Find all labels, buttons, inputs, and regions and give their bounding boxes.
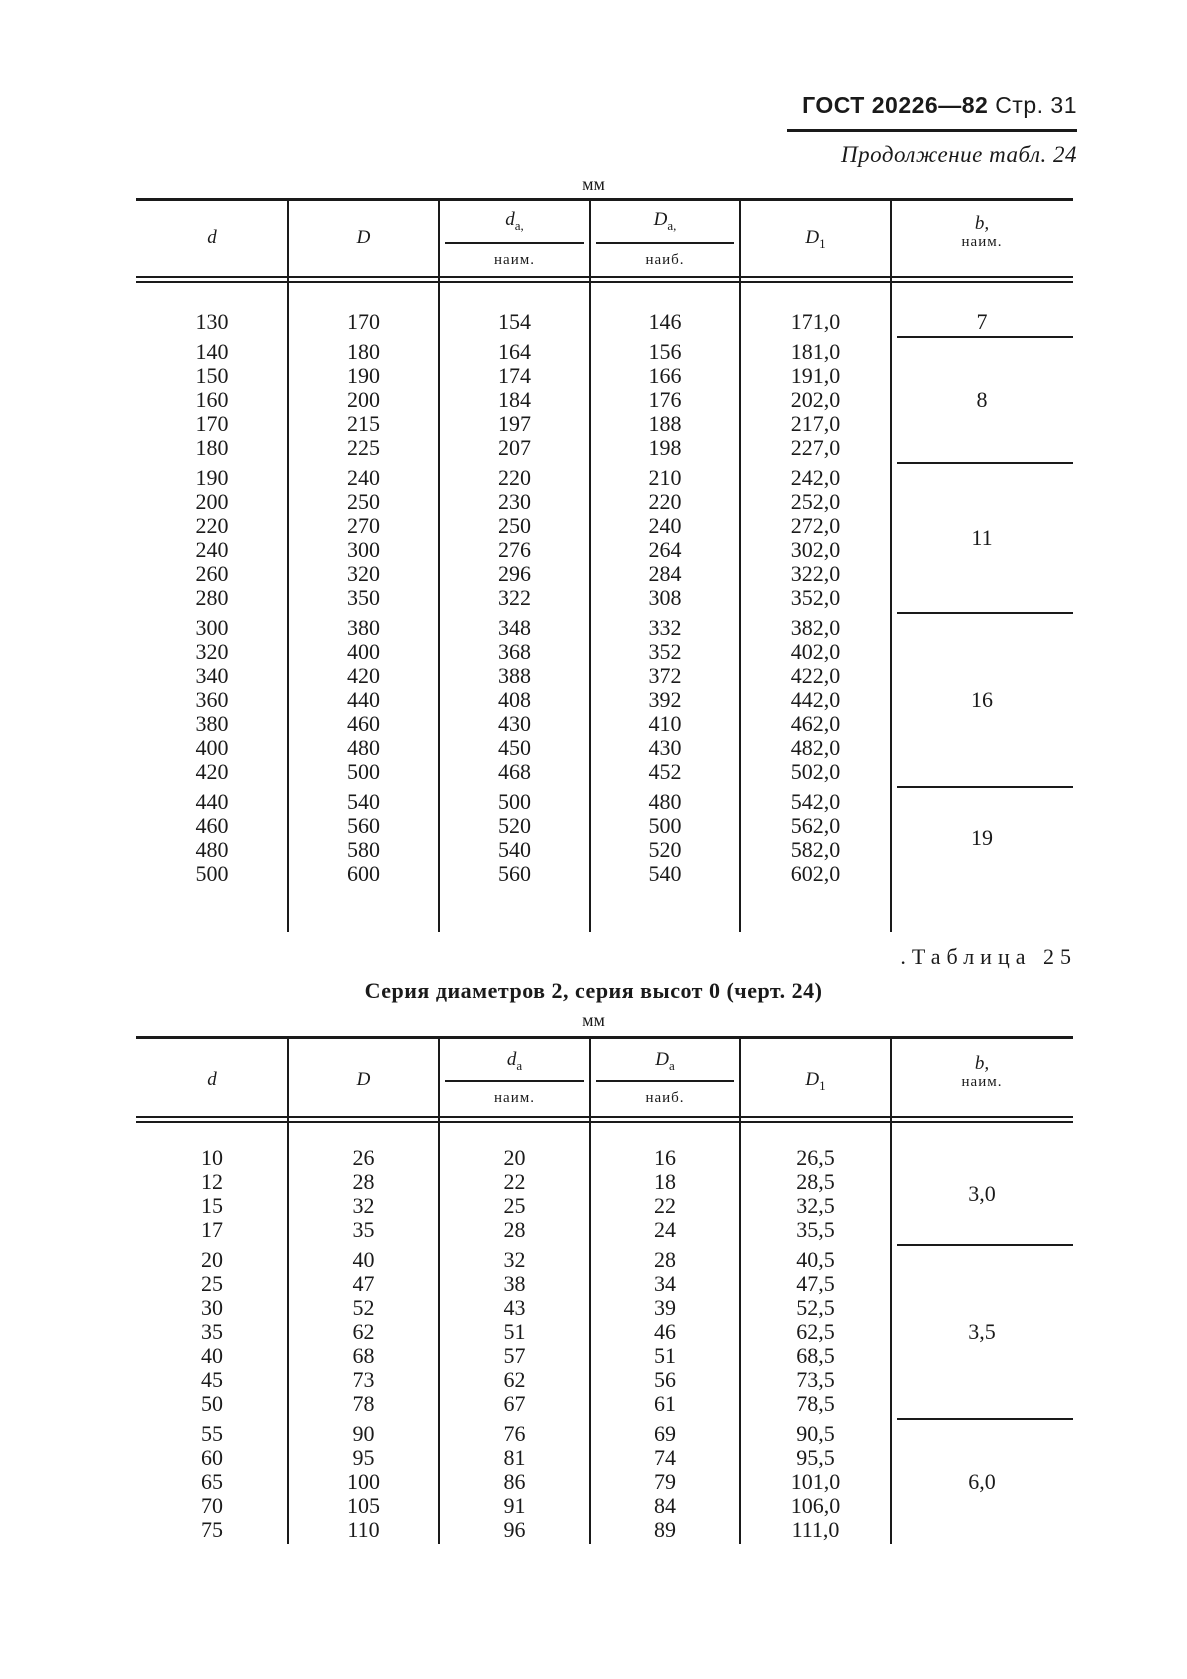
table-cell: 90,5: [796, 1421, 835, 1446]
table-cell: 430: [498, 711, 531, 736]
table-cell: 74: [654, 1445, 676, 1470]
table-cell: 460: [347, 711, 380, 736]
table-cell: 200: [195, 489, 229, 514]
table-cell: 540: [347, 789, 380, 814]
table-cell: 240: [195, 537, 229, 562]
b-value: 11: [971, 525, 993, 550]
table-cell: 322: [498, 585, 531, 610]
table-cell: 420: [347, 663, 380, 688]
table-cell: 65: [201, 1469, 223, 1494]
table24-subheader-rule: [445, 242, 584, 244]
table-cell: 227,0: [790, 435, 841, 460]
table-cell: 174: [498, 363, 531, 388]
table-cell: 382,0: [790, 615, 841, 640]
table-cell: 69: [654, 1421, 676, 1446]
table-cell: 200: [347, 387, 380, 412]
table-cell: 284: [648, 561, 682, 586]
standard-number: ГОСТ 20226—82: [802, 92, 989, 118]
header-rule: [787, 129, 1077, 132]
table-cell: 46: [654, 1319, 676, 1344]
table-cell: 430: [648, 735, 682, 760]
header-da-min: наим.: [494, 1090, 535, 1106]
table-cell: 348: [498, 615, 531, 640]
table-cell: 50: [201, 1391, 223, 1416]
header-D: D: [356, 227, 371, 248]
table-cell: 32: [503, 1247, 526, 1272]
table24-subheader-rule: [596, 242, 734, 244]
table-cell: 170: [195, 411, 229, 436]
table-cell: 40: [201, 1343, 223, 1368]
table-cell: 105: [347, 1493, 380, 1518]
table-cell: 51: [503, 1319, 526, 1344]
table-cell: 91: [503, 1493, 526, 1518]
table-cell: 156: [648, 339, 682, 364]
table25-header-rule: [136, 1116, 1073, 1123]
table-cell: 25: [201, 1271, 223, 1296]
table-cell: 24: [654, 1217, 676, 1242]
table-cell: 440: [347, 687, 380, 712]
table-cell: 276: [498, 537, 531, 562]
table-cell: 45: [201, 1367, 223, 1392]
table-cell: 95: [352, 1445, 375, 1470]
table-cell: 26,5: [796, 1145, 835, 1170]
b-group-rule: [897, 336, 1073, 338]
table-cell: 170: [347, 309, 380, 334]
table-cell: 468: [498, 759, 531, 784]
table-cell: 460: [195, 813, 229, 838]
table-cell: 240: [347, 465, 380, 490]
table-cell: 61: [654, 1391, 676, 1416]
b-value: 7: [976, 309, 988, 334]
table-cell: 18: [654, 1169, 676, 1194]
header-da-letter: d: [505, 209, 515, 230]
header-da: [439, 1050, 590, 1076]
table-cell: 62,5: [796, 1319, 835, 1344]
header-Da-subscript: a,: [667, 217, 677, 233]
table-cell: 502,0: [790, 759, 841, 784]
header-Da-max: наиб.: [645, 252, 685, 268]
table-cell: 60: [201, 1445, 223, 1470]
table-cell: 340: [195, 663, 229, 688]
table-cell: 56: [654, 1367, 676, 1392]
table-cell: 600: [347, 861, 380, 886]
table-cell: 217,0: [790, 411, 841, 436]
table-cell: 302,0: [790, 537, 841, 562]
table-cell: 380: [195, 711, 229, 736]
table-cell: 35: [352, 1217, 375, 1242]
table-cell: 560: [347, 813, 380, 838]
table-cell: 296: [498, 561, 531, 586]
table-cell: 81: [503, 1445, 526, 1470]
table-cell: 410: [648, 711, 682, 736]
table-cell: 100: [347, 1469, 380, 1494]
header-d: d: [207, 1069, 217, 1090]
table-cell: 332: [648, 615, 682, 640]
table-cell: 322,0: [790, 561, 841, 586]
table-cell: 230: [498, 489, 531, 514]
table-cell: 130: [195, 309, 229, 334]
table-cell: 210: [648, 465, 682, 490]
table-cell: 176: [648, 387, 682, 412]
table-cell: 20: [201, 1247, 223, 1272]
table-cell: 67: [503, 1391, 526, 1416]
table-cell: 51: [654, 1343, 676, 1368]
table-cell: 76: [503, 1421, 526, 1446]
b-value: 19: [971, 825, 993, 850]
table-cell: 500: [498, 789, 531, 814]
table-cell: 68,5: [796, 1343, 835, 1368]
b-group-rule: [897, 1244, 1073, 1246]
table-cell: 360: [195, 687, 229, 712]
table-cell: 202,0: [790, 387, 841, 412]
table-cell: 52: [352, 1295, 375, 1320]
header-D1-letter: D: [805, 1069, 820, 1090]
table-cell: 380: [347, 615, 380, 640]
table-cell: 28,5: [796, 1169, 835, 1194]
table-cell: 250: [347, 489, 380, 514]
b-value: 6,0: [968, 1469, 996, 1494]
table-25: [136, 1036, 1073, 1544]
table-cell: 197: [498, 411, 531, 436]
table25-unit: мм: [582, 1010, 605, 1030]
table-cell: 540: [498, 837, 531, 862]
table-cell: 62: [352, 1319, 375, 1344]
header-D1: [740, 1070, 891, 1096]
table-cell: 34: [654, 1271, 676, 1296]
table-cell: 400: [347, 639, 380, 664]
table25-subheader-rule: [596, 1080, 734, 1082]
table-cell: 47: [352, 1271, 375, 1296]
table-cell: 171,0: [790, 309, 841, 334]
table-cell: 372: [648, 663, 682, 688]
table-cell: 188: [648, 411, 682, 436]
table-cell: 320: [347, 561, 380, 586]
table-cell: 400: [195, 735, 229, 760]
table-cell: 35: [201, 1319, 223, 1344]
table-cell: 452: [648, 759, 682, 784]
table-cell: 300: [347, 537, 380, 562]
table-cell: 480: [195, 837, 229, 862]
table-cell: 422,0: [790, 663, 841, 688]
table-cell: 110: [347, 1517, 380, 1542]
table-cell: 12: [201, 1169, 223, 1194]
b-value: 8: [976, 387, 988, 412]
table-cell: 440: [195, 789, 229, 814]
table24-header-rule: [136, 276, 1073, 283]
header-b-min: наим.: [961, 1074, 1003, 1090]
table-cell: 242,0: [790, 465, 841, 490]
table-cell: 184: [498, 387, 531, 412]
table-cell: 86: [503, 1469, 526, 1494]
table-cell: 320: [195, 639, 229, 664]
table-cell: 78: [352, 1391, 375, 1416]
table-cell: 52,5: [796, 1295, 835, 1320]
table-cell: 264: [648, 537, 682, 562]
table-cell: 28: [503, 1217, 526, 1242]
header-da-letter: d: [506, 1049, 517, 1070]
table-cell: 388: [498, 663, 531, 688]
header-da-min: наим.: [494, 252, 535, 268]
table-cell: 480: [347, 735, 380, 760]
table-cell: 280: [195, 585, 229, 610]
table-cell: 84: [654, 1493, 676, 1518]
table-cell: 90: [352, 1421, 375, 1446]
table-cell: 146: [648, 309, 682, 334]
table-cell: 28: [654, 1247, 676, 1272]
table-cell: 140: [195, 339, 229, 364]
table-cell: 22: [654, 1193, 676, 1218]
table-cell: 150: [195, 363, 229, 388]
header-Da-letter: D: [653, 209, 668, 230]
table-cell: 70: [201, 1493, 223, 1518]
header-D1-subscript: 1: [819, 1077, 826, 1093]
table-cell: 350: [347, 585, 380, 610]
table24-unit: мм: [582, 174, 605, 194]
table-cell: 68: [352, 1343, 375, 1368]
table-cell: 101,0: [790, 1469, 841, 1494]
b-group-rule: [897, 462, 1073, 464]
header-d: d: [207, 227, 217, 248]
table-cell: 111,0: [791, 1517, 840, 1542]
table-cell: 96: [503, 1517, 526, 1542]
header-Da-subscript: a: [668, 1057, 675, 1073]
header-b-min: наим.: [961, 234, 1003, 250]
table-cell: 35,5: [796, 1217, 835, 1242]
table-cell: 408: [498, 687, 531, 712]
header-Da-letter: D: [655, 1049, 669, 1070]
table-cell: 542,0: [790, 789, 841, 814]
table-cell: 270: [347, 513, 380, 538]
table-cell: 40: [352, 1247, 375, 1272]
table-cell: 32: [352, 1193, 375, 1218]
b-value: 16: [971, 687, 993, 712]
header-Da: [590, 1050, 740, 1076]
table25-title: Серия диаметров 2, серия высот 0 (черт. 24): [364, 978, 823, 1003]
table-cell: 25: [503, 1193, 526, 1218]
table-cell: 500: [347, 759, 380, 784]
table-cell: 562,0: [790, 813, 841, 838]
table25-caption: .Таблица 25: [900, 944, 1077, 969]
table-cell: 602,0: [790, 861, 841, 886]
table-cell: 442,0: [790, 687, 841, 712]
table-cell: 10: [201, 1145, 223, 1170]
table-cell: 43: [503, 1295, 526, 1320]
table-cell: 16: [654, 1145, 676, 1170]
table-cell: 191,0: [790, 363, 841, 388]
page-number: Стр. 31: [995, 92, 1077, 118]
header-Da-max: наиб.: [645, 1090, 685, 1106]
table-cell: 55: [201, 1421, 223, 1446]
page-header: [802, 92, 1077, 119]
table-cell: 180: [347, 339, 380, 364]
table-cell: 95,5: [796, 1445, 835, 1470]
table-cell: 540: [648, 861, 682, 886]
table-cell: 198: [648, 435, 682, 460]
table-24: [136, 198, 1073, 932]
table-cell: 106,0: [790, 1493, 841, 1518]
header-da-subscript: a,: [514, 217, 524, 233]
table-cell: 78,5: [796, 1391, 835, 1416]
table-cell: 582,0: [790, 837, 841, 862]
table-cell: 272,0: [790, 513, 841, 538]
table-cell: 39: [654, 1295, 676, 1320]
table-cell: 17: [201, 1217, 223, 1242]
header-b: b,: [974, 213, 990, 234]
table-cell: 580: [347, 837, 380, 862]
table-cell: 500: [195, 861, 229, 886]
table24-top-rule: [136, 198, 1073, 201]
table-cell: 392: [648, 687, 682, 712]
table-cell: 28: [352, 1169, 375, 1194]
table-cell: 180: [195, 435, 229, 460]
table-cell: 32,5: [796, 1193, 835, 1218]
table-cell: 240: [648, 513, 682, 538]
table-cell: 79: [654, 1469, 676, 1494]
table-cell: 520: [498, 813, 531, 838]
table-cell: 220: [195, 513, 229, 538]
table-cell: 260: [195, 561, 229, 586]
table25-top-rule: [136, 1036, 1073, 1039]
b-value: 3,5: [968, 1319, 996, 1344]
table-cell: 352,0: [790, 585, 841, 610]
table-cell: 164: [498, 339, 531, 364]
table-cell: 166: [648, 363, 682, 388]
table-cell: 225: [347, 435, 380, 460]
table-cell: 480: [648, 789, 682, 814]
table-cell: 520: [648, 837, 682, 862]
table-cell: 450: [498, 735, 531, 760]
table-cell: 26: [352, 1145, 375, 1170]
table-cell: 560: [498, 861, 531, 886]
table-cell: 38: [503, 1271, 526, 1296]
table-cell: 73: [352, 1367, 375, 1392]
table-cell: 22: [503, 1169, 526, 1194]
table-cell: 62: [503, 1367, 526, 1392]
table-cell: 57: [503, 1343, 526, 1368]
table-cell: 308: [648, 585, 682, 610]
table-cell: 220: [498, 465, 531, 490]
table25-subheader-rule: [445, 1080, 584, 1082]
header-da: [439, 210, 590, 236]
b-group-rule: [897, 612, 1073, 614]
table-cell: 215: [347, 411, 380, 436]
table-cell: 160: [195, 387, 229, 412]
table-cell: 30: [201, 1295, 223, 1320]
header-D1-letter: D: [805, 227, 820, 248]
header-da-subscript: a: [516, 1057, 523, 1073]
table-cell: 482,0: [790, 735, 841, 760]
table-cell: 368: [498, 639, 531, 664]
table-cell: 20: [503, 1145, 526, 1170]
table-cell: 89: [654, 1517, 676, 1542]
table-cell: 15: [201, 1193, 223, 1218]
table-cell: 190: [347, 363, 380, 388]
table-cell: 300: [195, 615, 229, 640]
header-D1-subscript: 1: [819, 235, 826, 251]
table-cell: 190: [195, 465, 229, 490]
table-cell: 252,0: [790, 489, 841, 514]
table-cell: 40,5: [796, 1247, 835, 1272]
continuation-note: Продолжение табл. 24: [841, 142, 1077, 167]
table-cell: 462,0: [790, 711, 841, 736]
header-b: b,: [974, 1053, 990, 1074]
table-cell: 420: [195, 759, 229, 784]
table-cell: 75: [201, 1517, 223, 1542]
b-value: 3,0: [968, 1181, 996, 1206]
table-cell: 47,5: [796, 1271, 835, 1296]
table-cell: 500: [648, 813, 682, 838]
table-cell: 402,0: [790, 639, 841, 664]
table-cell: 250: [498, 513, 531, 538]
table-cell: 207: [498, 435, 531, 460]
table-cell: 220: [648, 489, 682, 514]
table-cell: 73,5: [796, 1367, 835, 1392]
table-cell: 154: [498, 309, 531, 334]
b-group-rule: [897, 786, 1073, 788]
table-cell: 181,0: [790, 339, 841, 364]
header-D1: [740, 228, 891, 254]
table-cell: 352: [648, 639, 682, 664]
b-group-rule: [897, 1418, 1073, 1420]
header-D: D: [356, 1069, 371, 1090]
header-Da: [590, 210, 740, 236]
